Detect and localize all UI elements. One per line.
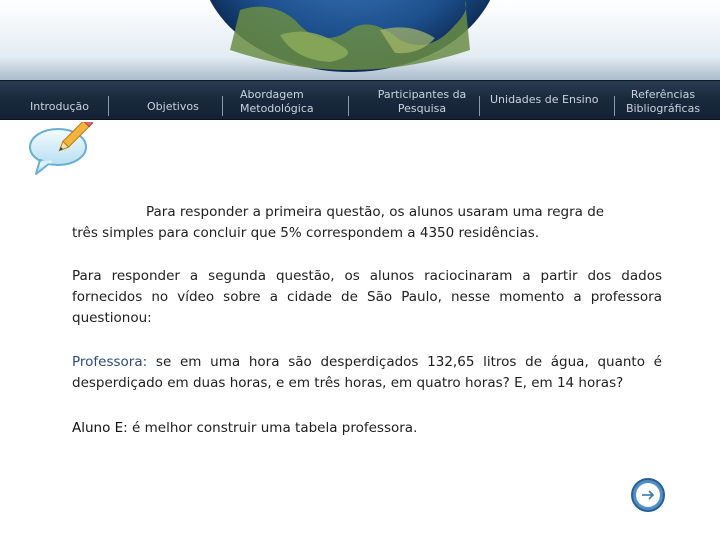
next-button-face [636,483,660,507]
paragraph-3 [72,352,662,394]
nav-item-introducao[interactable] [30,100,89,114]
nav-item-unidades-de-ensino[interactable] [490,93,598,107]
paragraph-4 [72,418,662,439]
nav-item-label: Unidades de Ensino [490,93,599,106]
speaker-professora: Professora: [72,354,148,370]
nav-item-label: Objetivos [147,100,199,113]
pencil-speech-bubble-icon [26,122,94,180]
paragraph-1 [72,202,662,244]
speaker-text: se em uma hora são desperdiçados 132,65 litros de água, quanto é desperdiçado em duas horas, e em três horas, em quatro horas? E, em 14 horas? [72,354,662,391]
nav-item-objetivos[interactable] [147,100,199,114]
nav-separator [348,96,349,116]
paragraph-1-line-1: Para responder a primeira questão, os alunos usaram uma regra de [146,204,605,220]
nav-separator [479,96,480,116]
nav-separator [222,96,223,116]
nav-separator [108,96,109,116]
nav-item-label: Metodológica [240,102,314,115]
nav-item-abordagem-metodologica[interactable] [240,88,314,116]
globe-image [200,0,500,72]
nav-item-label: Referências [630,88,696,101]
paragraph-2: Para responder a segunda questão, os alunos raciocinaram a partir dos dados fornecidos no vídeo sobre a cidade de São Paulo, nesse momento a professora questionou: [72,268,662,326]
paragraph-1-line-2: três simples para concluir que 5% correspondem a 4350 residências. [72,225,540,241]
nav-item-participantes-da-pesquisa[interactable] [376,88,468,116]
nav-item-label: Participantes da [377,88,467,101]
nav-item-label: Pesquisa [397,102,447,115]
nav-item-label: Introdução [30,100,90,113]
nav-separator [614,96,615,116]
nav-item-label: Bibliográficas [625,102,701,115]
arrow-right-icon [636,483,660,507]
nav-item-label: Abordagem [240,88,304,101]
nav-item-referencias-bibliograficas[interactable] [624,88,702,116]
next-button[interactable] [631,478,665,512]
speaker-aluno-e: Aluno E: [72,420,128,436]
speaker-text: é melhor construir uma tabela professora. [127,420,418,436]
